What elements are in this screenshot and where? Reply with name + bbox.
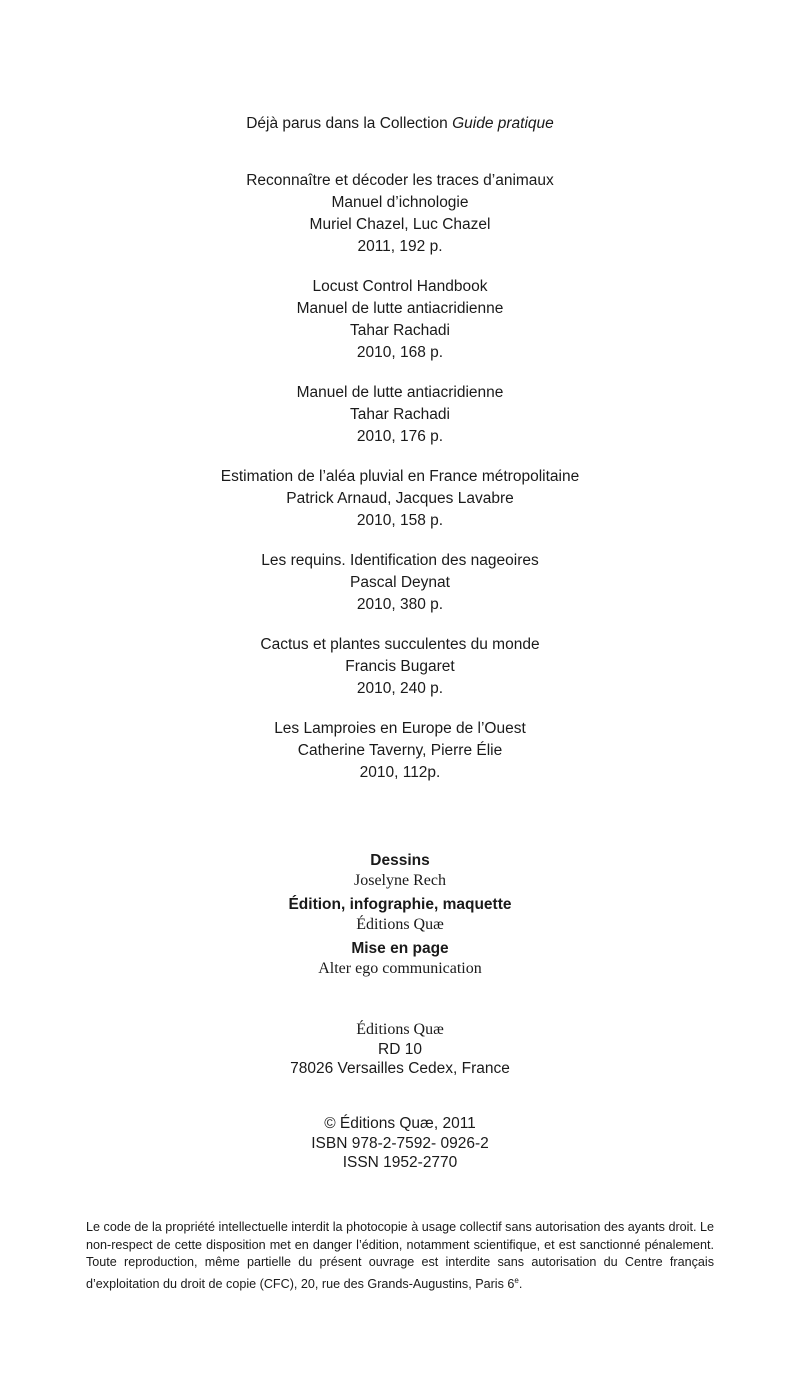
- book-entry: [0, 550, 800, 616]
- book-line: Tahar Rachadi: [350, 322, 450, 339]
- publisher-city: 78026 Versailles Cedex, France: [290, 1060, 510, 1077]
- isbn: ISBN 978-2-7592- 0926-2: [311, 1134, 489, 1152]
- legal-notice: [86, 1219, 714, 1293]
- book-line: 2010, 240 p.: [356, 680, 444, 697]
- credits-section: [0, 851, 800, 983]
- credit-label: Mise en page: [351, 940, 449, 957]
- publisher-address: [0, 1020, 800, 1079]
- book-line: Cactus et plantes succulentes du monde: [260, 636, 540, 653]
- book-line: Les requins. Identification des nageoires: [261, 552, 539, 569]
- book-line: Reconnaître et décoder les traces d’animaux: [246, 172, 554, 189]
- credit-label: Édition, infographie, maquette: [288, 896, 512, 913]
- collection-heading: [0, 113, 800, 135]
- copyright-notice: © Éditions Quæ, 2011: [324, 1115, 476, 1132]
- credit-value: Joselyne Rech: [354, 872, 446, 889]
- book-line: Manuel de lutte antiacridienne: [296, 300, 504, 317]
- book-line: 2010, 112p.: [359, 764, 441, 781]
- credit-value: Alter ego communication: [318, 960, 482, 977]
- book-line: 2011, 192 p.: [357, 238, 443, 255]
- publisher-road: RD 10: [378, 1040, 422, 1058]
- copyright-block: [0, 1114, 800, 1173]
- book-entry: [0, 466, 800, 532]
- book-entry: [0, 718, 800, 784]
- book-entry: [0, 382, 800, 448]
- book-line: Locust Control Handbook: [312, 278, 488, 295]
- book-line: 2010, 168 p.: [356, 344, 444, 361]
- book-line: 2010, 380 p.: [356, 596, 444, 613]
- issn: ISSN 1952-2770: [342, 1154, 458, 1171]
- credit-entry: [0, 939, 800, 979]
- book-line: Catherine Taverny, Pierre Élie: [297, 742, 503, 759]
- book-line: Francis Bugaret: [345, 658, 455, 675]
- credit-label: Dessins: [370, 852, 430, 869]
- credit-entry: [0, 851, 800, 891]
- publisher-name: Éditions Quæ: [356, 1021, 444, 1038]
- credit-value: Éditions Quæ: [356, 916, 444, 933]
- legal-text: Le code de la propriété intellectuelle interdit la photocopie à usage collectif sans autorisation des ayants droit. Le non-respect de cette disposition met en danger l’édition, notamment scientifique, et est sanctionné pénalement. Toute reproduction, même partielle du présent ouvrage est interdite sans autorisation du Centre français d’exploitation du droit de copie (CFC), 20, rue des Grands-Augustins, Paris 6: [86, 1220, 714, 1291]
- book-line: Manuel de lutte antiacridienne: [296, 384, 504, 401]
- book-line: 2010, 158 p.: [356, 512, 444, 529]
- book-line: Muriel Chazel, Luc Chazel: [309, 216, 491, 233]
- legal-superscript: e: [514, 1275, 519, 1285]
- book-line: Les Lamproies en Europe de l’Ouest: [274, 720, 526, 737]
- book-entry: [0, 276, 800, 364]
- credit-entry: [0, 895, 800, 935]
- book-entry: [0, 170, 800, 258]
- book-line: Patrick Arnaud, Jacques Lavabre: [286, 490, 514, 507]
- collection-name: Guide pratique: [452, 115, 554, 132]
- legal-end: .: [518, 1276, 523, 1291]
- book-line: Tahar Rachadi: [350, 406, 450, 423]
- book-entry: [0, 634, 800, 700]
- book-line: Manuel d’ichnologie: [331, 194, 469, 211]
- book-line: Estimation de l’aléa pluvial en France métropolitaine: [220, 468, 580, 485]
- book-line: Pascal Deynat: [350, 574, 450, 591]
- book-line: 2010, 176 p.: [356, 428, 444, 445]
- book-list: [0, 170, 800, 802]
- heading-text: Déjà parus dans la Collection: [246, 115, 453, 132]
